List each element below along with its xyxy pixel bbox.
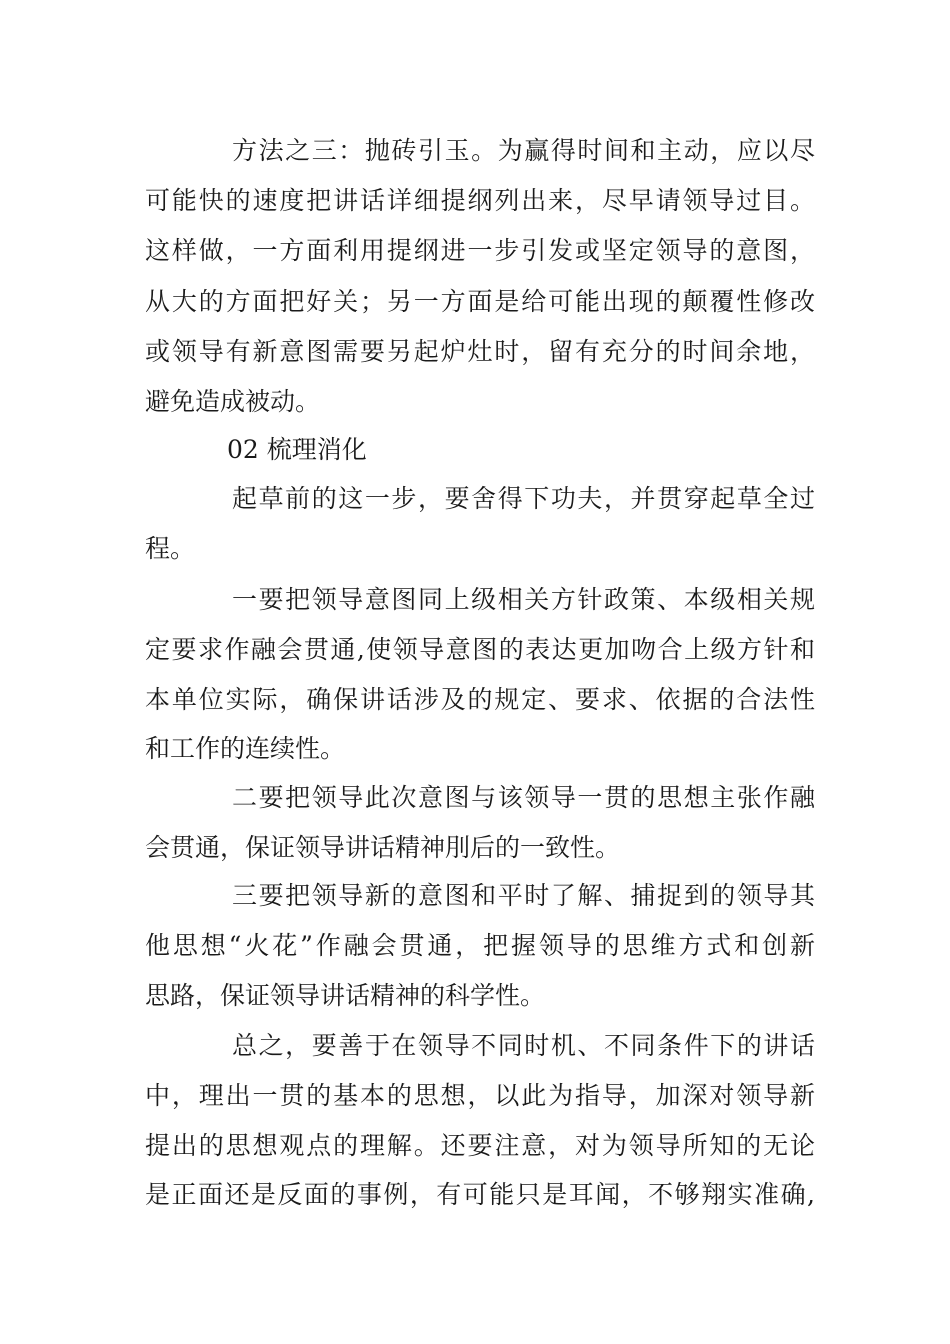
text-line: 他思想“火花”作融会贯通，把握领导的思维方式和创新: [145, 931, 815, 960]
text-line: 总之，要善于在领导不同时机、不同条件下的讲话: [232, 1031, 815, 1060]
text-line: 本单位实际，确保讲话涉及的规定、要求、依据的合法性: [145, 685, 815, 714]
text-line: 中，理出一贯的基本的思想，以此为指导，加深对领导新: [145, 1081, 815, 1110]
text-line: 可能快的速度把讲话详细提纲列出来，尽早请领导过目。: [145, 186, 815, 215]
text-line: 这样做，一方面利用提纲进一步引发或坚定领导的意图，: [145, 236, 815, 265]
section-heading: 02 梳理消化: [227, 435, 367, 464]
text-line: 定要求作融会贯通,使领导意图的表达更加吻合上级方针和: [145, 635, 815, 664]
text-line: 是正面还是反面的事例，有可能只是耳闻，不够翔实准确,: [145, 1180, 815, 1209]
text-line: 避免造成被动。: [145, 387, 321, 416]
text-line: 二要把领导此次意图与该领导一贯的思想主张作融: [232, 783, 815, 812]
text-line: 一要把领导意图同上级相关方针政策、本级相关规: [232, 585, 815, 614]
text-line: 程。: [145, 534, 196, 563]
text-line: 方法之三：抛砖引玉。为赢得时间和主动，应以尽: [232, 136, 815, 165]
text-line: 会贯通，保证领导讲话精神刖后的一致性。: [145, 833, 621, 862]
text-line: 和工作的连续性。: [145, 734, 346, 763]
text-line: 提出的思想观点的理解。还要注意，对为领导所知的无论: [145, 1131, 815, 1160]
text-line: 思路，保证领导讲话精神的科学性。: [145, 981, 546, 1010]
text-line: 三要把领导新的意图和平时了解、捕捉到的领导其: [232, 881, 815, 910]
text-line: 起草前的这一步，要舍得下功夫，并贯穿起草全过: [232, 484, 815, 513]
text-line: 从大的方面把好关；另一方面是给可能出现的颠覆性修改: [145, 287, 815, 316]
text-line: 或领导有新意图需要另起炉灶时，留有充分的时间余地，: [145, 337, 815, 366]
